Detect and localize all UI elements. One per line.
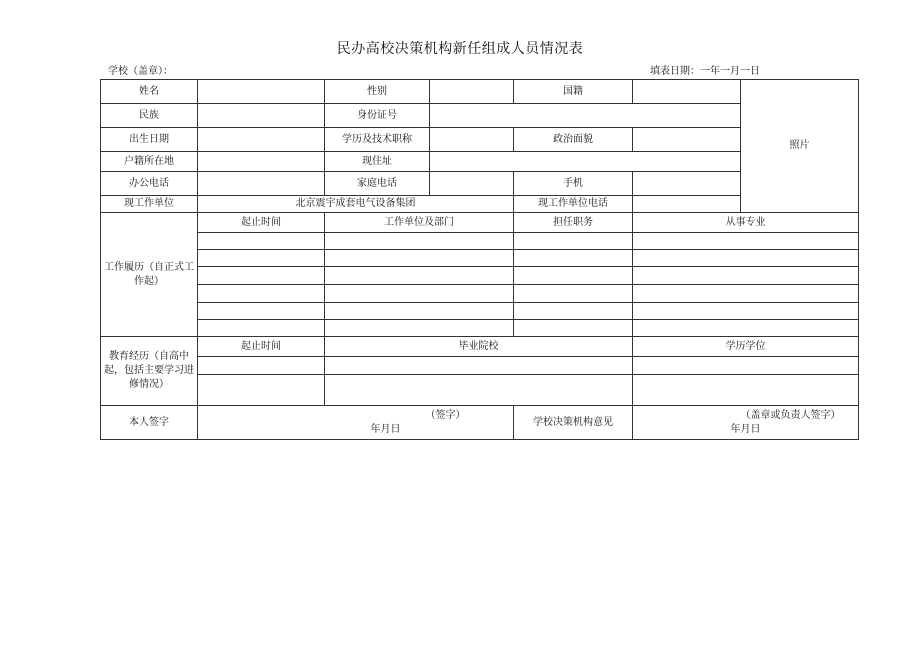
work-header-specialty: 从事专业 [633,213,859,233]
employer-label: 现工作单位 [101,196,198,213]
work-row-employer[interactable] [325,303,514,320]
household-label: 户籍所在地 [101,152,198,172]
education-title-field[interactable] [430,128,514,152]
edu-header-degree: 学历学位 [633,337,859,357]
work-header-position: 担任职务 [514,213,633,233]
id-number-label: 身份证号 [325,104,430,128]
work-row-position[interactable] [514,320,633,337]
decision-opinion-label: 学校决策机构意见 [514,406,633,440]
name-field[interactable] [198,80,325,104]
ethnicity-label: 民族 [101,104,198,128]
photo-cell [741,80,859,213]
signature-note: （签字） [425,409,466,421]
employer-phone-label: 现工作单位电话 [514,196,633,213]
work-row-employer[interactable] [325,285,514,303]
work-row-specialty[interactable] [633,233,859,250]
office-phone-field[interactable] [198,172,325,196]
edu-row-school[interactable] [325,357,633,375]
photo-label: 照片 [789,140,810,151]
edu-row-degree[interactable] [633,357,859,375]
edu-header-school: 毕业院校 [325,337,633,357]
employer-field[interactable]: 北京震宇成套电气设备集团 [198,196,514,213]
signature-field[interactable] [198,406,514,440]
work-row-employer[interactable] [325,250,514,267]
political-status-label: 政治面貌 [514,128,633,152]
edu-row-period[interactable] [198,357,325,375]
work-row-position[interactable] [514,250,633,267]
political-status-field[interactable] [633,128,741,152]
gender-field[interactable] [430,80,514,104]
ethnicity-field[interactable] [198,104,325,128]
form-title: 民办高校决策机构新任组成人员情况表 [336,41,584,57]
signature-date: 年月日 [370,423,401,435]
work-row-position[interactable] [514,303,633,320]
work-row-employer[interactable] [325,233,514,250]
work-row-employer[interactable] [325,267,514,285]
decision-opinion-field[interactable] [633,406,859,440]
work-row-period[interactable] [198,320,325,337]
edu-header-period: 起止时间 [198,337,325,357]
decision-note: （盖章或负责人签字） [740,409,841,421]
office-phone-label: 办公电话 [101,172,198,196]
work-header-period: 起止时间 [198,213,325,233]
name-label: 姓名 [101,80,198,104]
work-row-position[interactable] [514,267,633,285]
home-phone-label: 家庭电话 [325,172,430,196]
decision-date: 年月日 [730,423,761,435]
gender-label: 性别 [325,80,430,104]
personnel-form-table [100,79,859,440]
work-row-period[interactable] [198,233,325,250]
birth-date-field[interactable] [198,128,325,152]
edu-history-text: 教育经历（自高中起，包括主要学习进修情况） [104,351,194,390]
work-row-specialty[interactable] [633,250,859,267]
work-row-period[interactable] [198,267,325,285]
work-history-text: 工作履历（自正式工作起） [104,261,194,287]
work-row-period[interactable] [198,285,325,303]
work-history-label [101,213,198,337]
nationality-label: 国籍 [514,80,633,104]
work-row-period[interactable] [198,250,325,267]
fill-date-label: 填表日期：一年一月一日 [650,66,760,77]
id-number-field[interactable] [430,104,741,128]
mobile-label: 手机 [514,172,633,196]
nationality-field[interactable] [633,80,741,104]
household-field[interactable] [198,152,325,172]
work-row-position[interactable] [514,285,633,303]
edu-row-period[interactable] [198,375,325,406]
work-row-specialty[interactable] [633,320,859,337]
birth-date-label: 出生日期 [101,128,198,152]
school-seal-label: 学校（盖章）： [108,66,173,77]
edu-row-degree[interactable] [633,375,859,406]
edu-row-school[interactable] [325,375,633,406]
employer-phone-field[interactable] [633,196,741,213]
education-title-label: 学历及技术职称 [325,128,430,152]
work-row-specialty[interactable] [633,267,859,285]
mobile-field[interactable] [633,172,741,196]
work-row-employer[interactable] [325,320,514,337]
work-row-period[interactable] [198,303,325,320]
work-row-specialty[interactable] [633,303,859,320]
current-address-field[interactable] [430,152,741,172]
work-row-specialty[interactable] [633,285,859,303]
work-row-position[interactable] [514,233,633,250]
signature-label: 本人签字 [101,406,198,440]
work-header-employer: 工作单位及部门 [325,213,514,233]
current-address-label: 现住址 [325,152,430,172]
edu-history-label [101,337,198,406]
home-phone-field[interactable] [430,172,514,196]
